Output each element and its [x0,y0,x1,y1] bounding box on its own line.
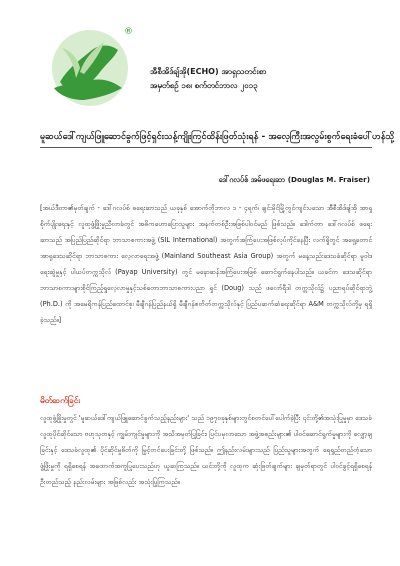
newsletter-header [150,65,380,93]
section-heading-introduction: မိတ်ဆက်ခြင်း [40,396,81,405]
article-title: မူဆယ်ဒေါ်ကျယ်ဖြူဆောင်ခွက်ဖြင့်ရှင်းသန့်ကျိုးကြင်ထိန်းဖြတ်သုံးရန် - အလေ့ကြီးအလွမ်းစွက်ရေးခံပေါ်ဟန်သို့ [40,132,395,142]
introduction-paragraph: လူထုဖွံ့ဖြိုးမှုတွင် 'မူဆယ်ဒေါ်ကျယ်ဖြူဆောင်ခွက်သည့်နည်းများ' သည် ၁၉၇၀ခုနှစ်များတွင်စတင်ပေါ်ပေါက်ခဲ့ပြီး ၎င်းတို့၏အသုံးပြုမှုမှာ ဒေသခံလူထုပိုင်ဆိုင်သော ဗဟုသုတနှင့် ကျွမ်းကျင်မှုများကို အသိအမှတ်ပြုခြင်း၊ ပြင်ပမှလာသော အဖွဲ့အစည်းများ၏ ပါဝင်ဆောင်ရွက်မှုများကို လျှော့ချခြင်းနှင့် ဒေသခံလူထု၏ ပိုင်ဆိုင်မှုစိတ်ကို မြှင့်တင်ပေးခြင်းတို့ ဖြစ်သည်။ ဤနည်းလမ်းများသည် ပြည်သူများအတွက် ရေရှည်တည်တံ့သော ဖွံ့ဖြိုးမှုကို ရရှိစေရန် အထောက်အကူပြုပေးသည်ဟု ယူဆကြသည်။ ယင်းတို့ကို လူထုက ဆုံးဖြတ်ချက်များ ချမှတ်ရာတွင် ပါဝင်ခွင့်ရရှိစေရန် ဦးတည်သည့် နည်းလမ်းများ အဖြစ်လည်း အသုံးပြုကြသည်။ [40,414,372,486]
article-author: ဒေါ်ဂလပ်စ် အမ်ဖရေးဆာ (Douglas M. Fraiser) [218,175,370,184]
editor-note: [အယ်ဒီတာ၏မှတ်ချက် - ဒေါ်ဂလပ်စ် ဖရေးဆာသည် ယခုနှစ် အောက်တိုဘာလ ၁ - ၄ရက်၊ ချင်းမိုင်မြို့တွင်ကျင်းပသော အီစီအိဒ်ချ်အို အာရှစိုက်ပျိုးရေးနှင့် လူထုဖွံ့ဖြိုးမှုညီလာခံတွင် အဓိကဟောပြောသူများ အနက်တစ်ဦးအဖြစ်ပါဝင်မည် ဖြစ်သည်။ ဒေါက်တာ ဒေါ်ဂလပ်စ် ဖရေးဆာသည် အပြည်ပြည်ဆိုင်ရာ ဘာသာစကားအဖွဲ့ (SIL International) အတွက်အကြံပေးအဖြစ်လုပ်ကိုင်နေပြီး လက်ရှိတွင် အရှေ့တောင်အာရှဒေသဆိုင်ရာ ဘာသာစကား လေ့လာရေးအဖွဲ့ (Mainland Southeast Asia Group) အတွက် မနေ့သည်းဒေသခံဆိုင်ရာ မူဝါဒရေးဆွဲမှုနှင့် ပါယပ်တက္ကသိုလ် (Payap University) တွင် မနောဆန်အကြံပေးအဖြစ် ဆောင်ရွက်နေပါသည်။ ယခင်က ဒေသဆိုင်ရာ ဘာသာစကားများစိုင်ကြည့်ရှုလေ့လာမှုနှင့်သစ်တောဘာသာစကားပညာ ရှင် (Doug) သည် ဖလော်ရီဒါ တက္ကသိုလ်၌ ပညာရပ်ဆိုင်ရာဘွဲ့ (Ph.D.) ကို အမေရိကန်ပြည်ထောင်စု၊ မီချီဂန်ပြည်နယ်ရှိ မီချီဂန်စတိတ်တက္ကသိုလ်နှင့် ပြည်ပဆက်ဆံရေးဆိုင်ရာ A&M တက္ကသိုလ်တို့မှ ရရှိခဲ့သည်။] [40,204,372,324]
echo-logo [40,20,135,115]
issue-info: အမှတ်စဉ် ၁၈၊ စက်တင်ဘာလ ၂၀၁၃ [150,81,258,90]
registered-mark: ® [124,27,133,37]
title-divider [40,147,372,148]
organization-name: အီစီအိဒ်ချ်အို(ECHO) အာရှသတင်းစာ [150,67,267,76]
